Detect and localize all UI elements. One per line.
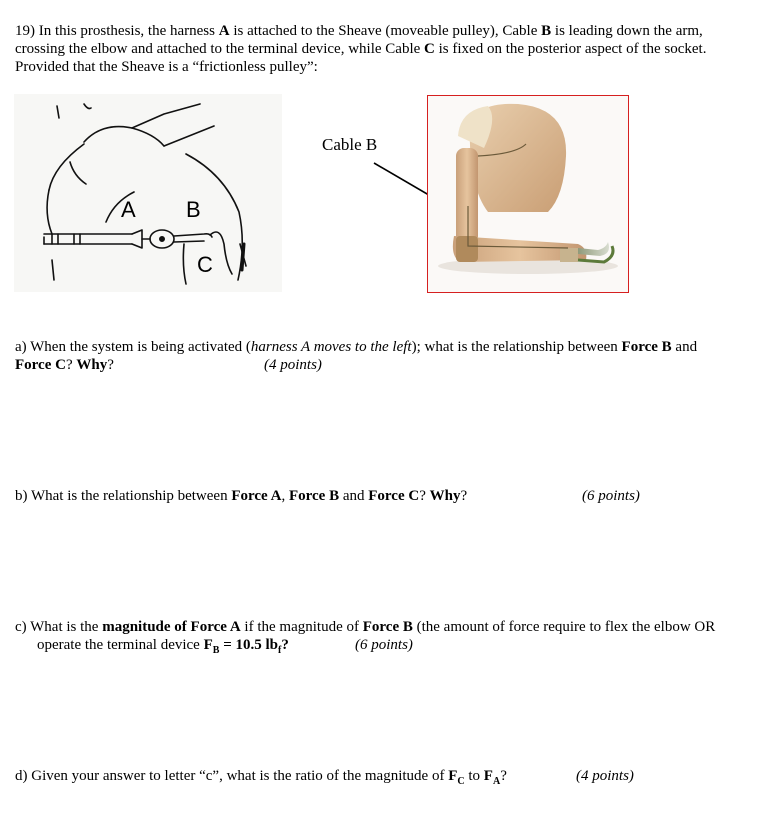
- q19-line-1: 19) In this prosthesis, the harness A is attached to the Sheave (moveable pulley), Cable B is leading down the arm,: [15, 23, 703, 39]
- q19-line-3: Provided that the Sheave is a “frictionless pulley”:: [15, 59, 318, 75]
- qa-line-2: Force C? Why?: [15, 357, 114, 373]
- qc-line-2: operate the terminal device $F_B = 10.5$ $lb_f$?: [37, 637, 289, 656]
- qd-line: d) Given your answer to letter “c”, what is the ratio of the magnitude of $F_C$ to $F_A$?: [15, 768, 507, 787]
- qd-points: (4 points): [576, 768, 634, 784]
- sketch-label-b: B: [186, 197, 201, 222]
- sketch-label-a: A: [121, 197, 136, 222]
- cable-b-label: Cable B: [322, 135, 378, 154]
- qa-points: (4 points): [264, 357, 322, 373]
- qc-line-1: c) What is the magnitude of Force A if the magnitude of Force B (the amount of force require to flex the elbow OR: [15, 619, 716, 635]
- qc-points: (6 points): [355, 637, 413, 653]
- harness-sketch: [14, 94, 282, 292]
- qa-line-1: a) When the system is being activated (harness A moves to the left); what is the relationship between Force B and: [15, 339, 698, 355]
- qb-points: (6 points): [582, 488, 640, 504]
- prosthesis-photo: [427, 95, 629, 293]
- qb-line: b) What is the relationship between Force A, Force B and Force C? Why?: [15, 488, 468, 504]
- sketch-label-c: C: [197, 252, 213, 277]
- q19-line-2: crossing the elbow and attached to the terminal device, while Cable C is fixed on the posterior aspect of the socket.: [15, 41, 707, 57]
